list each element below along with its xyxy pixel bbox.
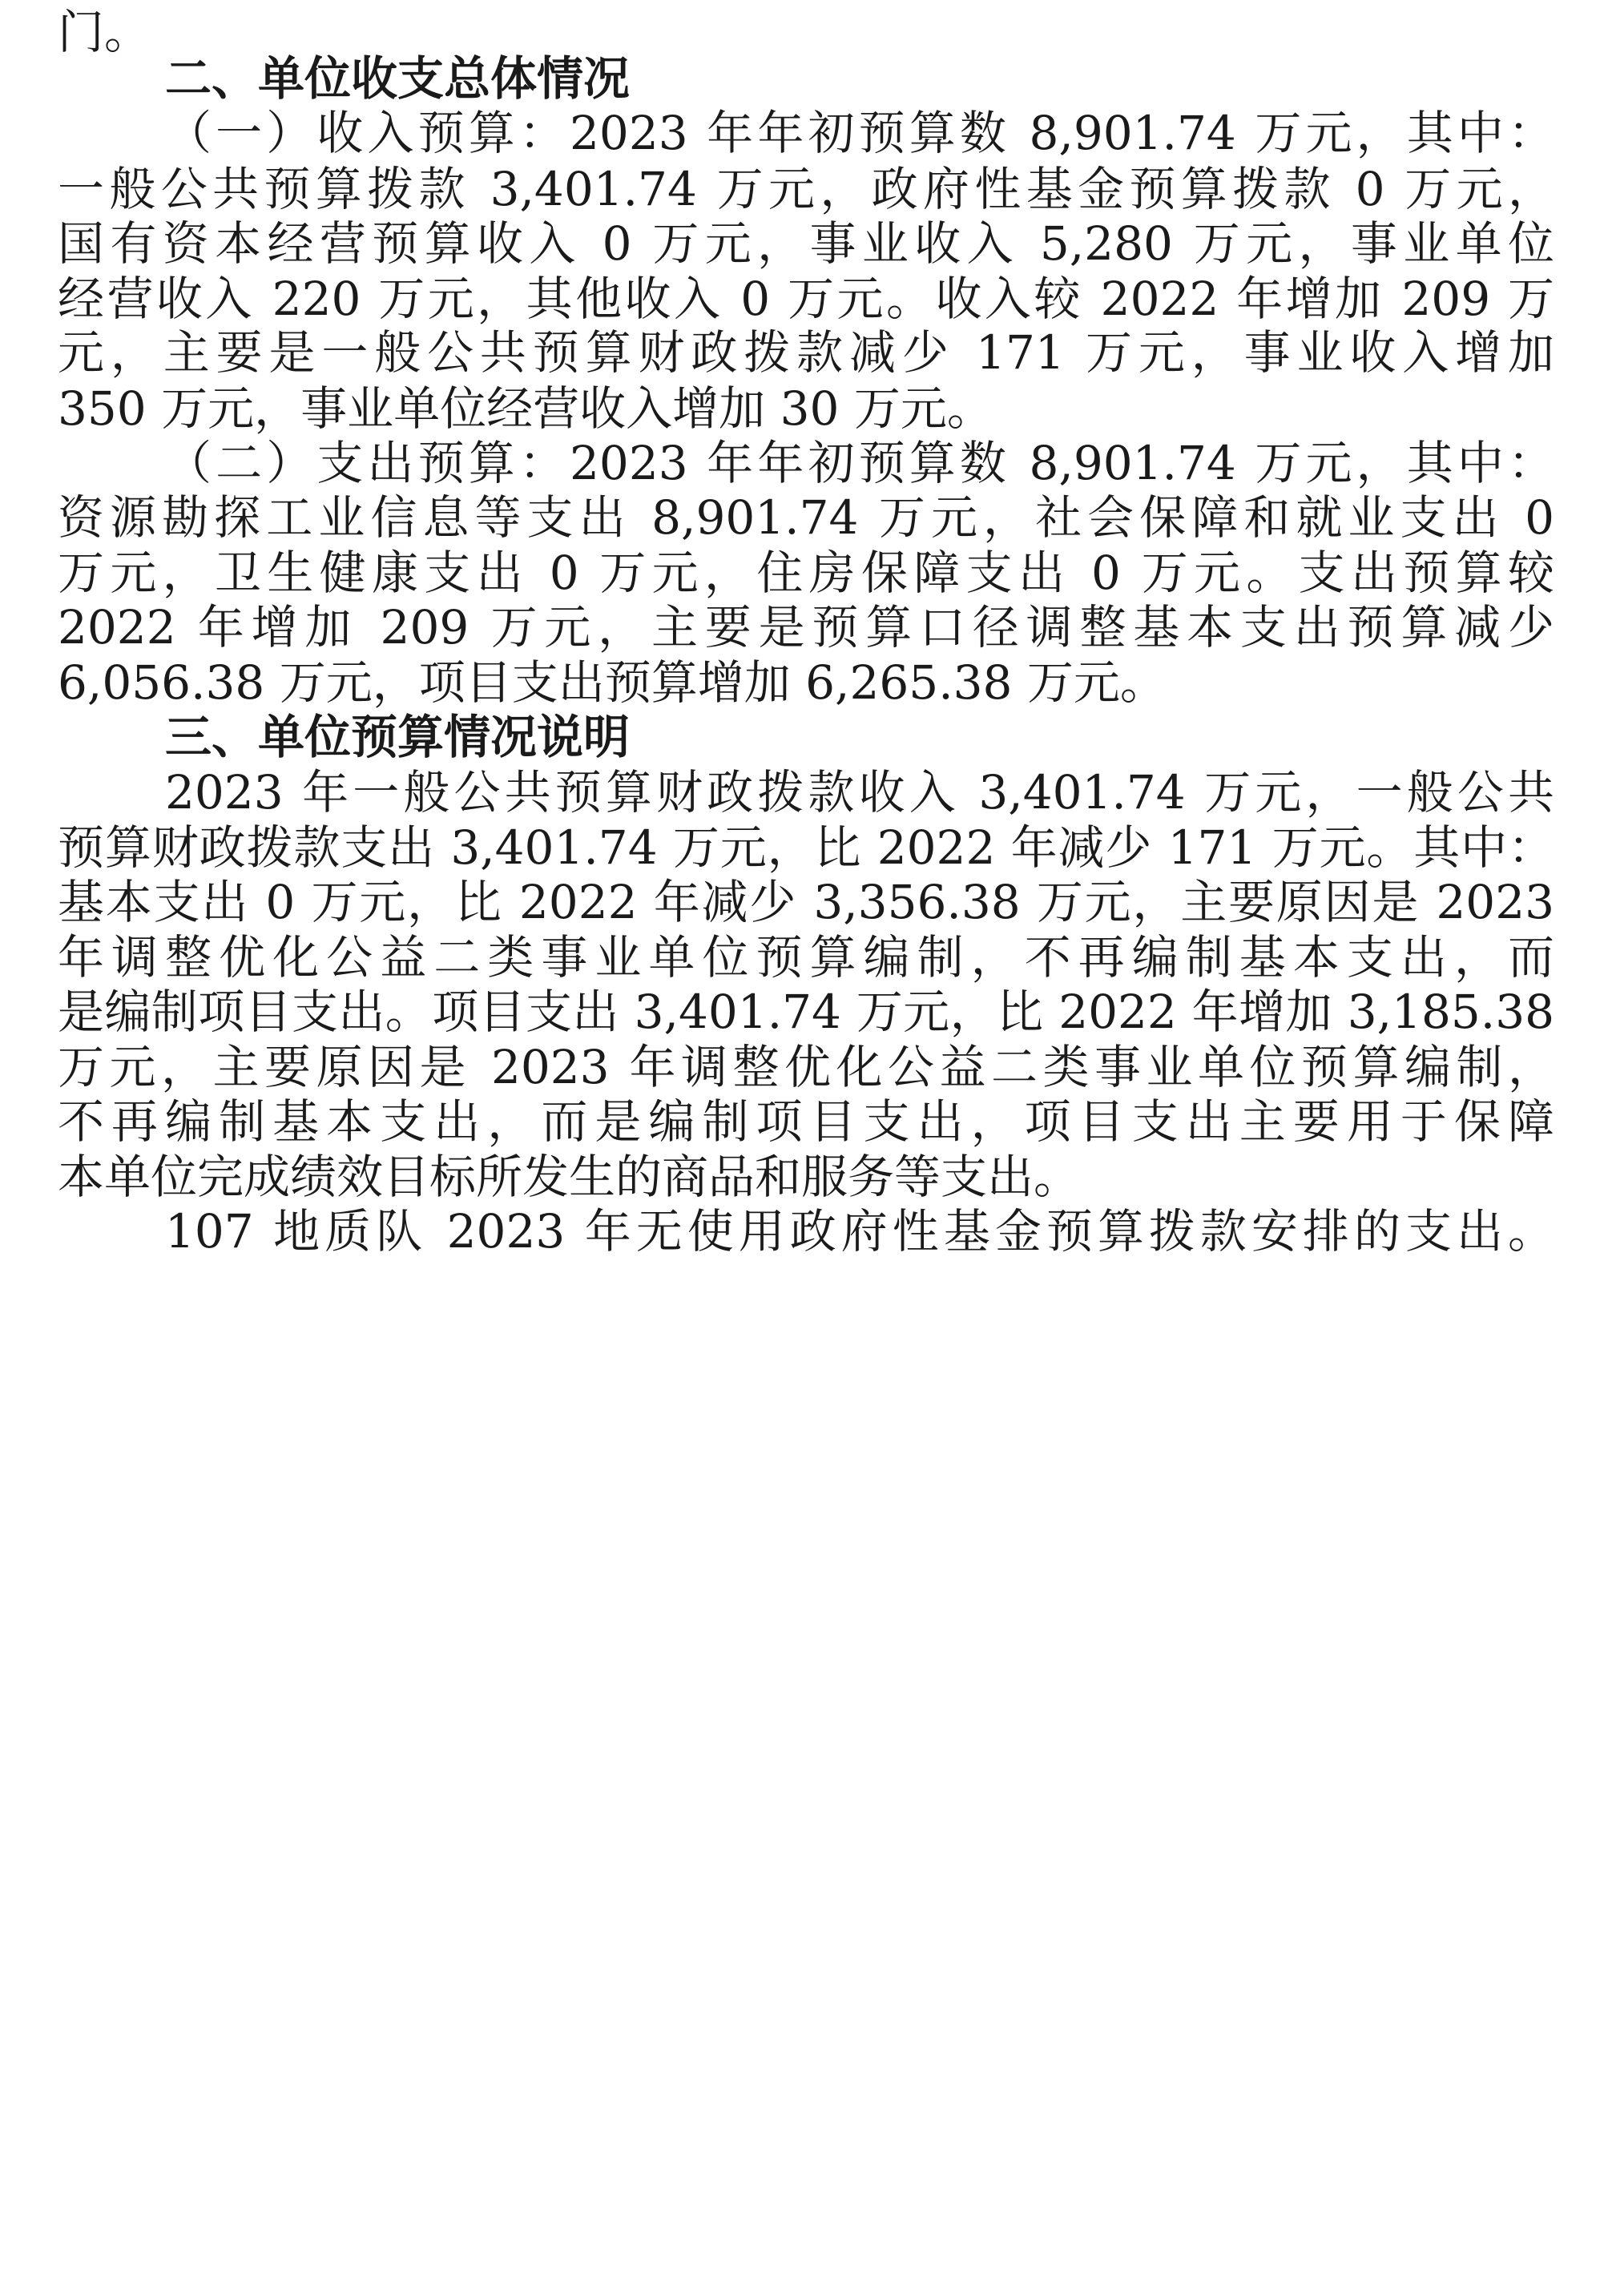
- paragraph-line: 万元，主要原因是 2023 年调整优化公益二类事业单位预算编制，: [58, 1040, 1554, 1094]
- paragraph-line: 是编制项目支出。项目支出 3,401.74 万元，比 2022 年增加 3,185.38: [58, 985, 1554, 1039]
- paragraph-line: 107 地质队 2023 年无使用政府性基金预算拨款安排的支出。: [165, 1204, 1554, 1259]
- paragraph-line: 2022 年增加 209 万元，主要是预算口径调整基本支出预算减少: [58, 600, 1554, 655]
- paragraph-line: 元，主要是一般公共预算财政拨款减少 171 万元，事业收入增加: [58, 325, 1554, 380]
- paragraph-line: 本单位完成绩效目标所发生的商品和服务等支出。: [58, 1150, 1081, 1204]
- paragraph-line: 不再编制基本支出，而是编制项目支出，项目支出主要用于保障: [58, 1094, 1554, 1149]
- paragraph-line: 2023 年一般公共预算财政拨款收入 3,401.74 万元，一般公共: [165, 765, 1554, 820]
- paragraph-line: 资源勘探工业信息等支出 8,901.74 万元，社会保障和就业支出 0: [58, 490, 1554, 545]
- paragraph-line: 国有资本经营预算收入 0 万元，事业收入 5,280 万元，事业单位: [58, 216, 1554, 271]
- section-heading-3: 三、单位预算情况说明: [165, 710, 631, 764]
- paragraph-line: 基本支出 0 万元，比 2022 年减少 3,356.38 万元，主要原因是 2023: [58, 875, 1554, 929]
- paragraph-line: 350 万元，事业单位经营收入增加 30 万元。: [58, 381, 993, 436]
- paragraph-line: 预算财政拨款支出 3,401.74 万元，比 2022 年减少 171 万元。其中：: [58, 820, 1554, 875]
- paragraph-line: 万元，卫生健康支出 0 万元，住房保障支出 0 万元。支出预算较: [58, 546, 1554, 600]
- paragraph-line: 门。: [58, 5, 151, 59]
- paragraph-line: （一）收入预算：2023 年年初预算数 8,901.74 万元，其中：: [165, 106, 1554, 160]
- paragraph-line: 6,056.38 万元，项目支出预算增加 6,265.38 万元。: [58, 655, 1167, 710]
- paragraph-line: 年调整优化公益二类事业单位预算编制，不再编制基本支出，而: [58, 930, 1554, 985]
- paragraph-line: 一般公共预算拨款 3,401.74 万元，政府性基金预算拨款 0 万元，: [58, 162, 1554, 216]
- paragraph-line: 经营收入 220 万元，其他收入 0 万元。收入较 2022 年增加 209 万: [58, 272, 1554, 326]
- section-heading-2: 二、单位收支总体情况: [165, 51, 631, 106]
- paragraph-line: （二）支出预算：2023 年年初预算数 8,901.74 万元，其中：: [165, 436, 1554, 490]
